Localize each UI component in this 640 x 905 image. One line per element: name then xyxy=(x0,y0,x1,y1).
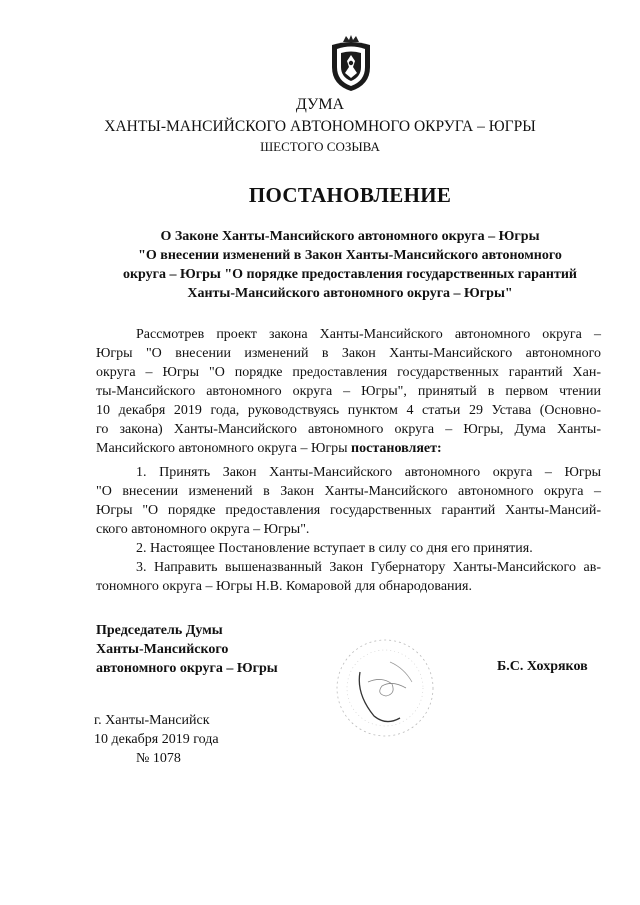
preamble-line: Рассмотрев проект закона Ханты-Мансийского автономного округа – xyxy=(136,327,601,342)
preamble-line: ты-Мансийского автономного округа – Югры", принятый в первом чтении xyxy=(96,384,601,399)
resolution-items xyxy=(96,463,601,596)
item-line: 2. Настоящее Постановление вступает в силу со дня его принятия. xyxy=(136,541,533,556)
item-line: тономного округа – Югры Н.В. Комаровой для обнародования. xyxy=(96,579,472,594)
region-name: ХАНТЫ-МАНСИЙСКОГО АВТОНОМНОГО ОКРУГА – ЮГРЫ xyxy=(104,118,536,135)
preamble-line: 10 декабря 2019 года, руководствуясь пунктом 4 статьи 29 Устава (Основно- xyxy=(96,403,601,418)
place-date-number xyxy=(94,711,219,768)
city: г. Ханты-Мансийск xyxy=(94,713,210,728)
signatory-title-line: автономного округа – Югры xyxy=(96,661,278,676)
document-date: 10 декабря 2019 года xyxy=(94,732,219,747)
signatory-title-line: Ханты-Мансийского xyxy=(96,642,229,657)
preamble-paragraph xyxy=(96,325,601,458)
preamble-line: го закона) Ханты-Мансийского автономного округа – Югры, Дума Ханты- xyxy=(96,422,601,437)
signatory-title-line: Председатель Думы xyxy=(96,623,223,638)
document-subject xyxy=(95,227,605,303)
decision-keyword: постановляет: xyxy=(351,441,442,456)
signatory-name: Б.С. Хохряков xyxy=(497,659,588,674)
item-line: 3. Направить вышеназванный Закон Губернатору Ханты-Мансийского ав- xyxy=(136,560,601,575)
signatory-title xyxy=(96,621,278,678)
preamble-line-text: Мансийского автономного округа – Югры xyxy=(96,441,352,456)
document-type-title: ПОСТАНОВЛЕНИЕ xyxy=(248,183,452,207)
item-line: ского автономного округа – Югры". xyxy=(96,522,310,537)
seal-stamp-icon xyxy=(330,632,440,744)
subject-line: округа – Югры "О порядке предоставления государственных гарантий xyxy=(122,267,577,282)
organization-name: ДУМА xyxy=(295,96,345,113)
convocation: ШЕСТОГО СОЗЫВА xyxy=(260,139,380,154)
handwritten-signature-icon xyxy=(359,662,412,722)
coat-of-arms-icon xyxy=(329,33,373,93)
subject-line: "О внесении изменений в Закон Ханты-Мансийского автономного xyxy=(138,248,562,263)
preamble-last-line xyxy=(96,439,601,458)
preamble-line: Югры "О внесении изменений в Закон Ханты-Мансийского автономного xyxy=(96,346,601,361)
preamble-line: округа – Югры "О порядке предоставления государственных гарантий Хан- xyxy=(96,365,601,380)
subject-line: О Законе Ханты-Мансийского автономного округа – Югры xyxy=(160,229,540,244)
item-line: "О внесении изменений в Закон Ханты-Мансийского автономного округа – xyxy=(96,484,601,499)
document-number: № 1078 xyxy=(136,751,181,766)
item-line: 1. Принять Закон Ханты-Мансийского автономного округа – Югры xyxy=(136,465,601,480)
subject-line: Ханты-Мансийского автономного округа – Югры" xyxy=(187,286,513,301)
item-line: Югры "О порядке предоставления государственных гарантий Ханты-Мансий- xyxy=(96,503,601,518)
